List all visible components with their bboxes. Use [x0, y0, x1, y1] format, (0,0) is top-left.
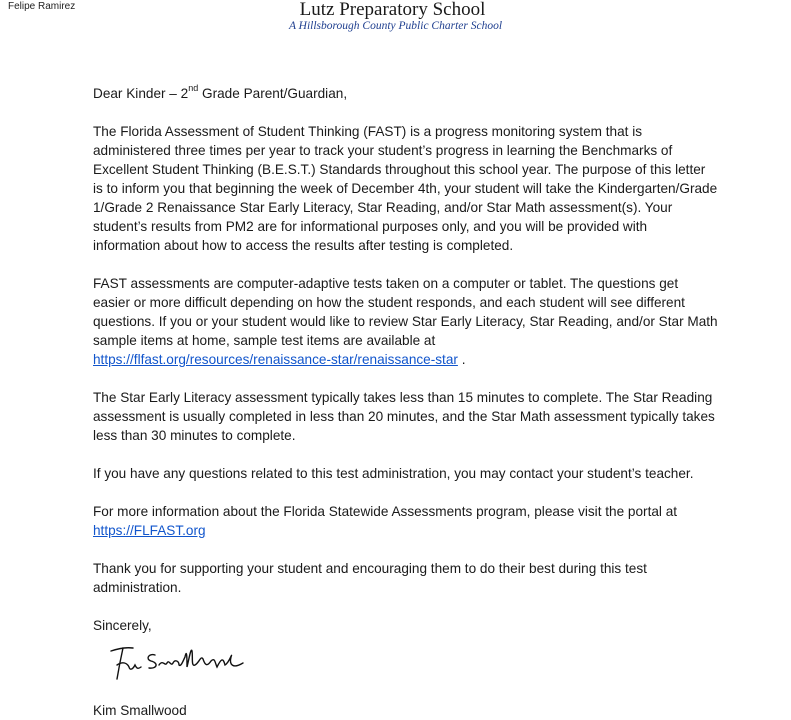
paragraph-assessments — [93, 274, 718, 369]
paragraph-more-info — [93, 502, 718, 540]
letterhead — [0, 0, 791, 33]
paragraph-assessments-end: . — [457, 352, 466, 367]
salutation — [93, 84, 718, 103]
handwritten-signature — [103, 637, 253, 683]
paragraph-more-info-text: For more information about the Florida Statewide Assessments program, please visit the portal at — [93, 504, 678, 519]
salutation-superscript: nd — [188, 83, 199, 94]
paragraph-assessments-text: FAST assessments are computer-adaptive tests taken on a computer or tablet. The questions get easier or more difficult depending on how the student responds, and each student will see different questions. If you or your student would like to review Star Early Literacy, Star Reading, and/or Star Math sample items at home, sample test items are available at — [93, 276, 718, 348]
letter-body — [93, 84, 718, 635]
paragraph-thanks: Thank you for supporting your student and encouraging them to do their best during this test administration. — [93, 561, 647, 595]
salutation-text-end: Grade Parent/Guardian, — [198, 86, 348, 101]
closing: Sincerely, — [93, 618, 152, 633]
salutation-text: Dear Kinder – 2 — [93, 86, 189, 101]
paragraph-intro: The Florida Assessment of Student Thinking (FAST) is a progress monitoring system that is administered three times per year to track your student’s progress in learning the Benchmarks of Excellent Student Thinking (B.E.S.T.) Standards throughout this school year. The purpose of this letter is to inform you that beginning the week of December 4th, your student will take the Kindergarten/Grade 1/Grade 2 Renaissance Star Early Literacy, Star Reading, and/or Star Math assessment(s). Your student’s results from PM2 are for informational purposes only, and you will be provided with information about how to access the results after testing is completed. — [93, 124, 718, 253]
paragraph-durations: The Star Early Literacy assessment typically takes less than 15 minutes to complete. The Star Reading assessment is usually completed in less than 20 minutes, and the Star Math assessment typically takes less than 30 minutes to complete. — [93, 390, 715, 443]
flfast-link[interactable]: https://FLFAST.org — [93, 523, 206, 538]
school-name: Lutz Preparatory School — [299, 0, 486, 20]
sample-items-link[interactable]: https://flfast.org/resources/renaissance-star/renaissance-star — [93, 352, 458, 367]
signer-name: Kim Smallwood — [93, 703, 187, 718]
school-subtitle: A Hillsborough County Public Charter School — [288, 20, 503, 32]
paragraph-questions: If you have any questions related to this test administration, you may contact your student’s teacher. — [93, 466, 694, 481]
user-name: Felipe Ramirez — [8, 1, 76, 12]
